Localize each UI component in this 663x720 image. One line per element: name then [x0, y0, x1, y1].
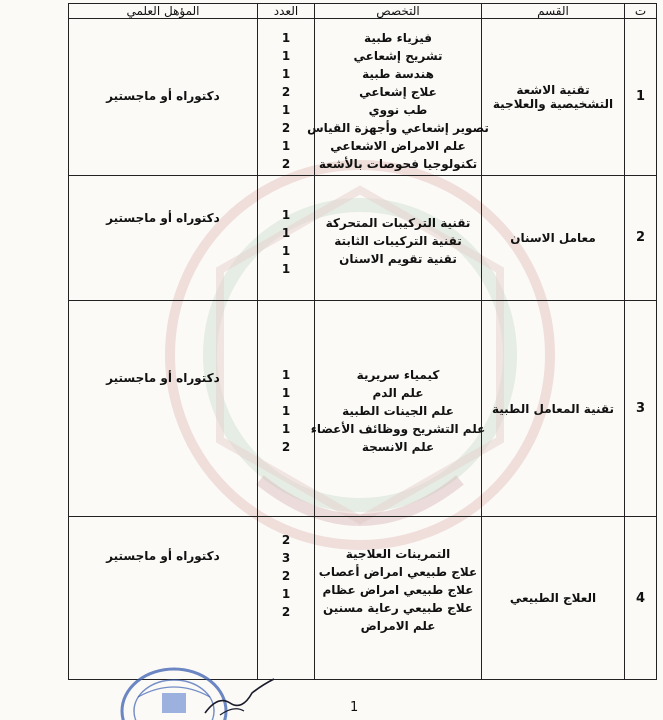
- specialization-item: علاج طبيعي رعاية مسنين: [322, 601, 474, 616]
- specialization-item: كيمياء سريرية: [356, 368, 440, 383]
- specialization-item: علم الامراض: [360, 619, 436, 634]
- qualification-cell: دكتوراه أو ماجستير: [69, 175, 258, 301]
- count-item: 1: [281, 67, 291, 81]
- department-cell: العلاج الطبيعي: [482, 517, 625, 680]
- table-row: [69, 301, 657, 517]
- specialization-item: تقنية تقويم الاسنان: [339, 251, 457, 266]
- header-qualification: المؤهل العلمي: [69, 4, 258, 19]
- specialization-item: فيزياء طبية: [364, 31, 432, 45]
- specialization-item: تقنية التركيبات الثابتة: [334, 233, 462, 248]
- count-item: 1: [281, 207, 291, 222]
- count-item: 2: [281, 605, 291, 620]
- count-item: 1: [281, 422, 291, 437]
- specialization-item: علم الجينات الطبية: [342, 404, 454, 419]
- specialization-item: تقنية التركيبات المتحركة: [325, 215, 471, 230]
- header-department: القسم: [482, 4, 625, 19]
- specializations-cell: [315, 175, 482, 301]
- page-number: 1: [350, 700, 359, 715]
- count-item: 1: [281, 243, 291, 258]
- count-item: 2: [281, 121, 291, 135]
- department-cell: تقنية المعامل الطبية: [482, 301, 625, 517]
- table-row: [69, 517, 657, 680]
- specialization-item: تصوير إشعاعي وأجهزة القياس: [307, 121, 489, 135]
- header-num: ت: [625, 4, 657, 19]
- specialization-item: هندسة طبية: [362, 67, 434, 81]
- count-item: 2: [281, 533, 291, 548]
- table-header-row: [69, 4, 657, 19]
- count-item: 2: [281, 440, 291, 455]
- qualification-cell: دكتوراه أو ماجستير: [69, 19, 258, 176]
- specialization-item: علم التشريح ووظائف الأعضاء: [310, 422, 486, 437]
- specialization-item: علاج إشعاعي: [359, 85, 437, 99]
- count-item: 3: [281, 551, 291, 566]
- count-item: 1: [281, 368, 291, 383]
- qualification-cell: دكتوراه أو ماجستير: [69, 517, 258, 680]
- specialization-item: علم الامراض الاشعاعي: [330, 139, 466, 153]
- count-item: 1: [281, 386, 291, 401]
- table-row: [69, 19, 657, 176]
- specializations-cell: [310, 301, 486, 517]
- count-item: 1: [281, 103, 291, 117]
- signature: [200, 675, 280, 717]
- department-cell: معامل الاسنان: [482, 175, 625, 301]
- specializations-cell: [307, 19, 489, 176]
- count-item: 1: [281, 225, 291, 240]
- row-number: 1: [625, 19, 657, 176]
- row-number: 4: [625, 517, 657, 680]
- row-number: 3: [625, 301, 657, 517]
- table-row: [69, 175, 657, 301]
- specialization-item: طب نووي: [368, 103, 428, 117]
- counts-cell: [258, 19, 315, 176]
- specialization-item: علاج طبيعي امراض عظام: [322, 583, 474, 598]
- specialization-item: تكنولوجيا فحوصات بالأشعة: [318, 157, 478, 171]
- count-item: 1: [281, 49, 291, 63]
- count-item: 1: [281, 261, 291, 276]
- specialization-item: تشريح إشعاعي: [353, 49, 443, 63]
- qualification-cell: دكتوراه أو ماجستير: [69, 301, 258, 517]
- count-item: 1: [281, 587, 291, 602]
- count-item: 1: [281, 139, 291, 153]
- header-specialization: التخصص: [315, 4, 482, 19]
- row-number: 2: [625, 175, 657, 301]
- count-item: 1: [281, 404, 291, 419]
- counts-cell: [258, 517, 315, 680]
- specialization-item: علم الدم: [372, 386, 424, 401]
- count-item: 2: [281, 157, 291, 171]
- specialization-item: علم الانسجة: [361, 440, 435, 455]
- count-item: 1: [281, 31, 291, 45]
- specialization-item: التمرينات العلاجية: [345, 547, 451, 562]
- header-count: العدد: [258, 4, 315, 19]
- count-item: 2: [281, 569, 291, 584]
- counts-cell: [258, 175, 315, 301]
- staff-requirements-table: [68, 3, 657, 680]
- specialization-item: علاج طبيعي امراض أعصاب: [318, 565, 478, 580]
- count-item: 2: [281, 85, 291, 99]
- department-cell: تقنية الاشعة التشخيصية والعلاجية: [482, 19, 625, 176]
- counts-cell: [258, 301, 315, 517]
- specializations-cell: [315, 517, 482, 680]
